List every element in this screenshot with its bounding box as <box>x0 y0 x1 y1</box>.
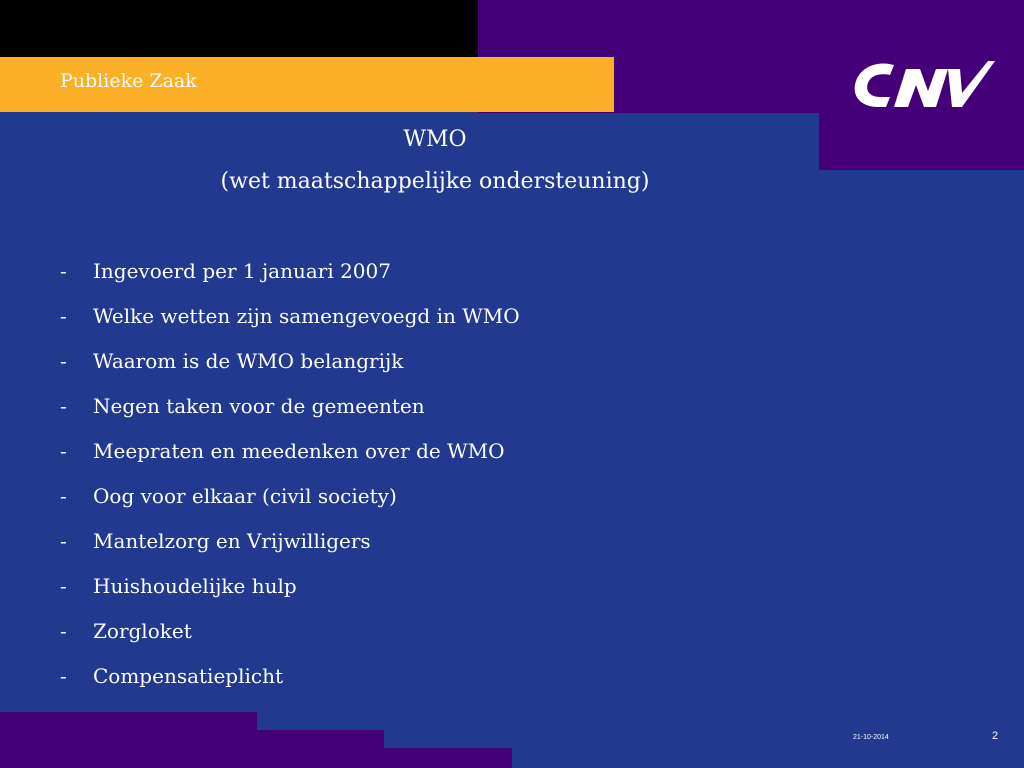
bullet-text: Ingevoerd per 1 januari 2007 <box>93 258 391 283</box>
list-item <box>60 473 520 518</box>
bullet-text: Negen taken voor de gemeenten <box>93 393 425 418</box>
list-item <box>60 383 520 428</box>
bullet-text: Meepraten en meedenken over de WMO <box>93 438 505 463</box>
bullet-text: Waarom is de WMO belangrijk <box>93 348 404 373</box>
slide-title-line1: WMO <box>403 127 467 152</box>
bullet-text: Huishoudelijke hulp <box>93 573 297 598</box>
bullet-marker: - <box>60 483 67 508</box>
bullet-marker: - <box>60 528 67 553</box>
list-item <box>60 518 520 563</box>
cnv-logo <box>850 55 995 115</box>
bullet-marker: - <box>60 393 67 418</box>
top-black-block <box>0 0 478 57</box>
bullet-marker: - <box>60 258 67 283</box>
bullet-marker: - <box>60 438 67 463</box>
bullet-text: Mantelzorg en Vrijwilligers <box>93 528 371 553</box>
bullet-text: Welke wetten zijn samengevoegd in WMO <box>93 303 520 328</box>
page-number: 2 <box>992 730 999 742</box>
bullet-list <box>60 248 520 698</box>
bullet-marker: - <box>60 573 67 598</box>
slide-title-line2: (wet maatschappelijke ondersteuning) <box>220 169 650 194</box>
bullet-marker: - <box>60 618 67 643</box>
list-item <box>60 248 520 293</box>
footer-purple-block <box>384 748 512 768</box>
list-item <box>60 338 520 383</box>
footer-purple-block <box>257 730 384 768</box>
list-item <box>60 428 520 473</box>
footer-date: 21-10-2014 <box>853 734 889 741</box>
bullet-marker: - <box>60 663 67 688</box>
bullet-text: Compensatieplicht <box>93 663 283 688</box>
section-label: Publieke Zaak <box>60 70 197 92</box>
list-item <box>60 608 520 653</box>
bullet-marker: - <box>60 348 67 373</box>
footer-purple-block <box>0 712 257 768</box>
bullet-text: Zorgloket <box>93 618 192 643</box>
list-item <box>60 653 520 698</box>
list-item <box>60 293 520 338</box>
bullet-marker: - <box>60 303 67 328</box>
slide-title <box>0 122 870 202</box>
bullet-text: Oog voor elkaar (civil society) <box>93 483 397 508</box>
list-item <box>60 563 520 608</box>
